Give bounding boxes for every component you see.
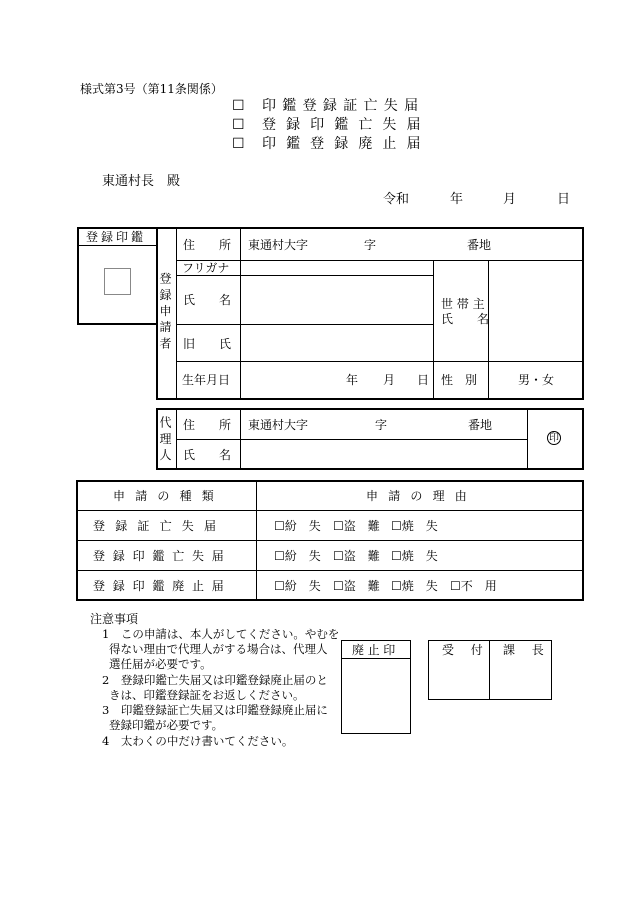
title-checkbox-1[interactable]: ☐ [232,98,245,114]
agent-name-label: 氏 名 [183,448,238,462]
furigana-field[interactable] [242,261,432,274]
title-label-3: 印鑑登録廃止届 [262,136,431,152]
title-checkbox-3[interactable]: ☐ [232,136,245,152]
date-month: 月 [503,192,517,207]
notes-title: 注意事項 [90,612,139,626]
registrant-aza: 字 [364,238,377,252]
agent-address-label: 住 所 [183,418,238,432]
registrant-address-prefix: 東通村大字 [248,238,309,252]
section-chief-label: 課 長 [503,643,547,657]
reason-lost-1[interactable]: ☐紛 失 [274,519,321,533]
birth-date-field[interactable] [242,363,432,398]
agent-aza: 字 [375,418,388,432]
agent-seal-mark-text: 印 [549,433,559,444]
agent-seal-mark [547,431,561,445]
agent-address-prefix: 東通村大字 [248,418,309,432]
birth-month: 月 [383,373,396,387]
household-head-label-2: 氏 名 [441,312,490,326]
note-line-3: 選任届が必要です。 [109,657,212,671]
note-line-6: 3 印鑑登録証亡失届又は印鑑登録廃止届に [102,703,328,717]
seal-stamp-area[interactable] [104,268,131,295]
household-head-field[interactable] [490,262,582,360]
reason-burned-1[interactable]: ☐焼 失 [391,519,438,533]
title-label-2: 登録印鑑亡失届 [262,117,431,133]
birth-day: 日 [417,373,430,387]
date-day: 日 [557,192,571,207]
reason-unneeded-3[interactable]: ☐不 用 [450,579,497,593]
reason-lost-2[interactable]: ☐紛 失 [274,549,321,563]
application-type-1: 登録証亡失届 [93,519,227,533]
agent-section-label: 代理人 [158,416,172,465]
note-line-5: きは、印鑑登録証をお返しください。 [109,688,305,702]
application-reason-header: 申請の理由 [366,489,478,503]
gender-options[interactable]: 男・女 [518,373,555,387]
agent-name-field[interactable] [242,441,526,468]
old-name-field[interactable] [242,326,432,360]
birth-year: 年 [346,373,359,387]
form-number: 様式第3号（第11条関係） [80,82,223,96]
title-checkbox-2[interactable]: ☐ [232,117,245,133]
furigana-label: フリガナ [182,261,230,275]
household-head-label-1: 世 帯 主 [441,297,485,311]
registrant-name-field[interactable] [242,277,432,323]
application-type-3: 登録印鑑廃止届 [93,579,232,593]
abolition-seal-label: 廃止印 [352,643,399,657]
note-line-4: 2 登録印鑑亡失届又は印鑑登録廃止届のと [102,673,328,687]
reason-stolen-3[interactable]: ☐盗 難 [333,579,380,593]
agent-banchi: 番地 [468,418,493,432]
agent-address-field[interactable] [242,410,526,438]
registrant-address-field[interactable] [242,229,582,259]
registrant-address-label: 住 所 [183,238,238,252]
registrant-banchi: 番地 [467,238,492,252]
title-label-1: 印鑑登録証亡失届 [262,98,425,114]
reason-stolen-1[interactable]: ☐盗 難 [333,519,380,533]
note-line-7: 登録印鑑が必要です。 [109,718,224,732]
registrant-section-label: 登録申請者 [158,272,172,353]
reception-label: 受 付 [442,643,486,657]
date-year: 年 [450,192,464,207]
application-type-header: 申請の種類 [113,489,225,503]
date-era: 令和 [383,192,410,207]
note-line-8: 4 太わくの中だけ書いてください。 [102,734,294,748]
application-type-2: 登録印鑑亡失届 [93,549,232,563]
note-line-2: 得ない理由で代理人がする場合は、代理人 [109,642,328,656]
reason-burned-3[interactable]: ☐焼 失 [391,579,438,593]
registrant-name-label: 氏 名 [183,293,238,307]
reason-burned-2[interactable]: ☐焼 失 [391,549,438,563]
old-name-label: 旧 氏 [183,337,238,351]
reason-lost-3[interactable]: ☐紛 失 [274,579,321,593]
gender-label: 性 別 [441,373,478,387]
registered-seal-label: 登録印鑑 [86,230,147,244]
reason-stolen-2[interactable]: ☐盗 難 [333,549,380,563]
note-line-1: 1 この申請は、本人がしてください。やむを [102,627,340,641]
birth-date-label: 生年月日 [182,373,231,387]
addressee: 東通村長 殿 [102,174,181,189]
